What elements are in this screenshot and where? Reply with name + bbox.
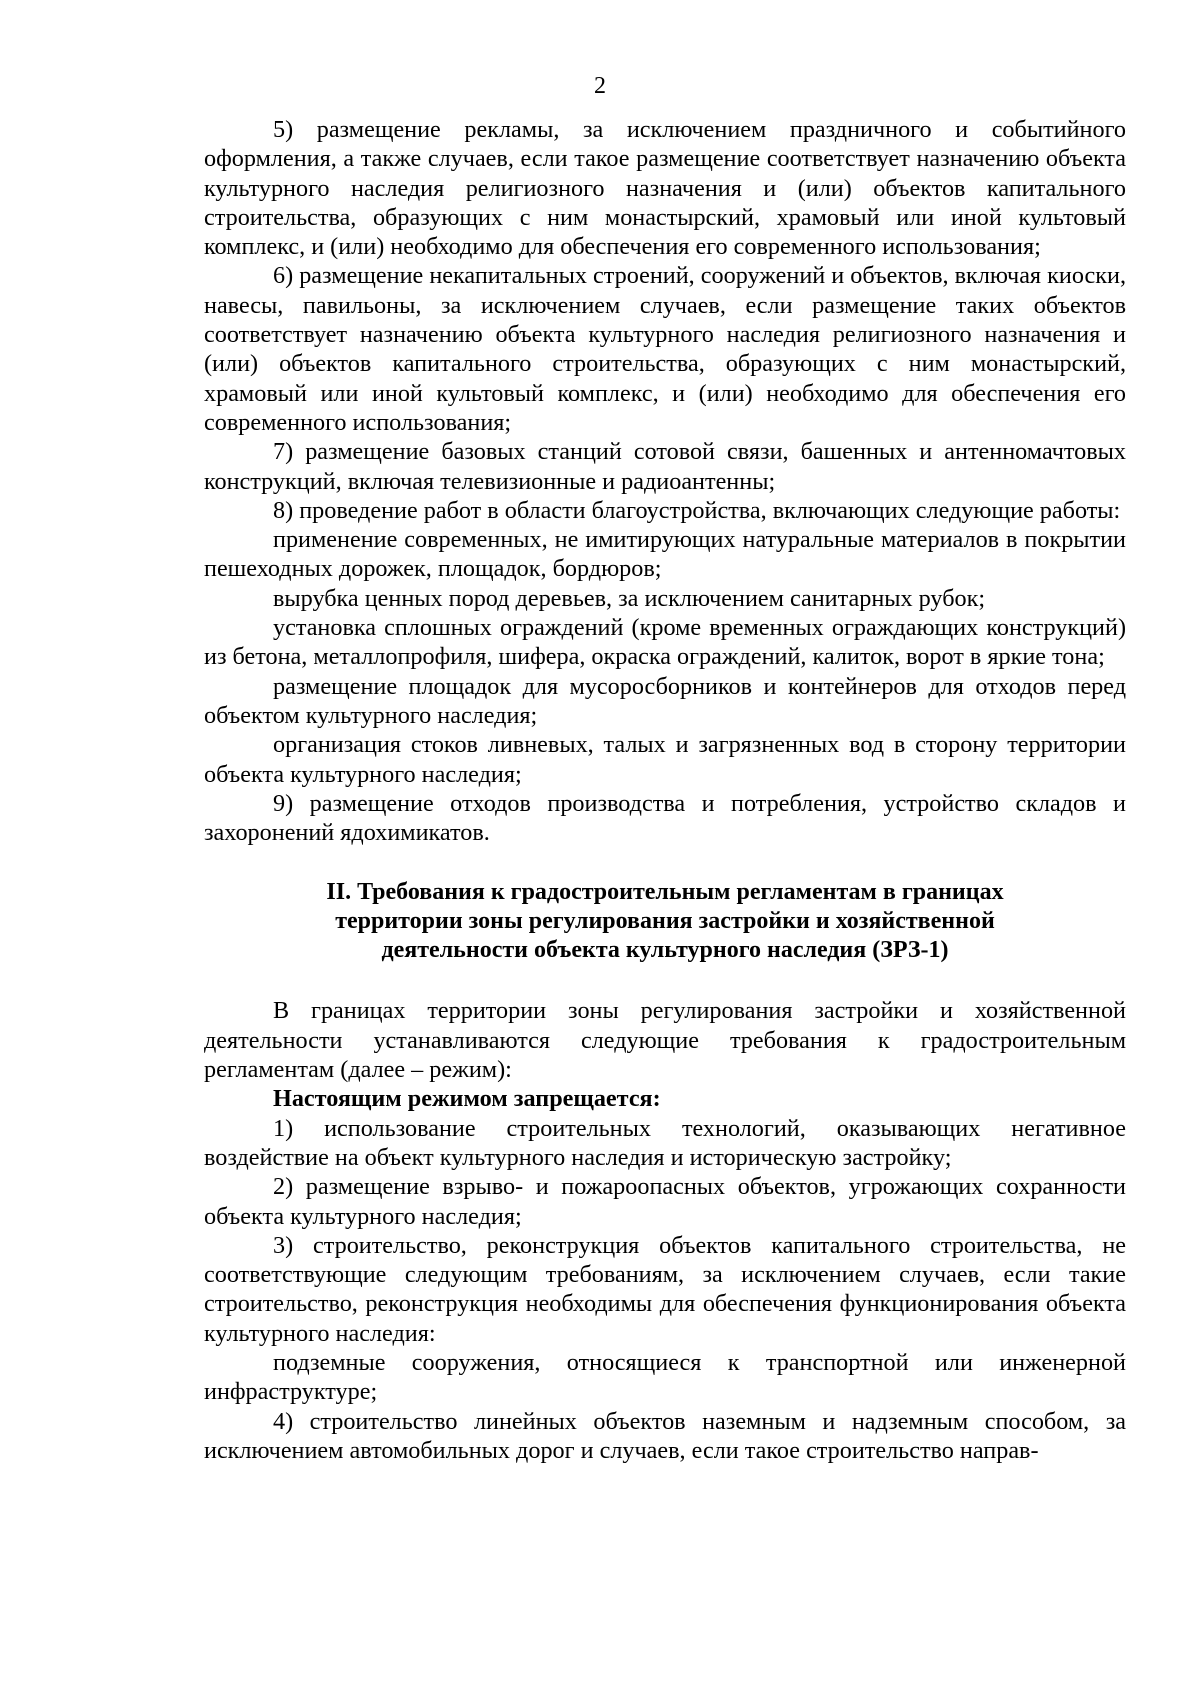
item-6-non-capital-structures: 6) размещение некапитальных строений, сооружений и объектов, включая киоски, навесы, павильоны, за исключением случаев, если размещение таких объектов соответствует назначению объекта культурного наследия религиозного назначения и (или) объектов капитального строительства, образующих с ним монастырский, храмовый или иной культовый комплекс, и (или) необходимо для обеспечения его современного использования; bbox=[204, 262, 1126, 436]
section2-heading-line-3: деятельности объекта культурного наследия (ЗРЗ-1) bbox=[381, 937, 949, 964]
subitem-modern-materials: применение современных, не имитирующих натуральные материалов в покрытии пешеходных дорожек, площадок, бордюров; bbox=[204, 526, 1126, 583]
section1-list bbox=[204, 115, 1126, 847]
item-2-hazardous-objects: 2) размещение взрыво- и пожароопасных объектов, угрожающих сохранности объекта культурного наследия; bbox=[204, 1173, 1126, 1230]
section2-heading-line-2: территории зоны регулирования застройки и хозяйственной bbox=[335, 908, 995, 935]
subitem-underground-structures: подземные сооружения, относящиеся к транспортной или инженерной инфраструктуре; bbox=[204, 1348, 1126, 1406]
item-5-advertising: 5) размещение рекламы, за исключением праздничного и событийного оформления, а также случаев, если такое размещение соответствует назначению объекта культурного наследия религиозного назначения и (или) объектов капитального строительства, образующих с ним монастырский, храмовый или иной культовый комплекс, и (или) необходимо для обеспечения его современного использования; bbox=[204, 116, 1126, 261]
prohibited-title: Настоящим режимом запрещается: bbox=[273, 1085, 661, 1113]
page-number: 2 bbox=[594, 73, 606, 99]
item-4-linear-objects: 4) строительство линейных объектов наземным и надземным способом, за исключением автомобильных дорог и случаев, если такое строительство направ- bbox=[204, 1407, 1126, 1464]
item-9-waste-placement: 9) размещение отходов производства и потребления, устройство складов и захоронений ядохимикатов. bbox=[204, 789, 1126, 847]
section2-intro: В границах территории зоны регулирования застройки и хозяйственной деятельности устанавливаются следующие требования к градостроительным регламентам (далее – режим): bbox=[204, 997, 1126, 1084]
subitem-storm-drainage: организация стоков ливневых, талых и загрязненных вод в сторону территории объекта культурного наследия; bbox=[204, 731, 1126, 788]
item-7-cellular-stations: 7) размещение базовых станций сотовой связи, башенных и антенномачтовых конструкций, включая телевизионные и радиоантенны; bbox=[204, 438, 1126, 495]
item-1-construction-technologies: 1) использование строительных технологий, оказывающих негативное воздействие на объект культурного наследия и историческую застройку; bbox=[204, 1114, 1126, 1171]
item-3-capital-construction: 3) строительство, реконструкция объектов капитального строительства, не соответствующие следующим требованиям, за исключением случаев, если такие строительство, реконструкция необходимы для обеспечения функционирования объекта культурного наследия: bbox=[204, 1231, 1126, 1347]
subitem-waste-containers: размещение площадок для мусоросборников и контейнеров для отходов перед объектом культурного наследия; bbox=[204, 672, 1126, 729]
section2-heading-line-1: II. Требования к градостроительным регламентам в границах bbox=[326, 879, 1004, 906]
section2-list bbox=[204, 1114, 1126, 1466]
subitem-tree-felling: вырубка ценных пород деревьев, за исключением санитарных рубок; bbox=[273, 584, 986, 612]
document-body bbox=[204, 115, 1126, 1465]
subitem-solid-fences: установка сплошных ограждений (кроме временных ограждающих конструкций) из бетона, металлопрофиля, шифера, окраска ограждений, калиток, ворот в яркие тона; bbox=[204, 614, 1126, 671]
item-8-landscaping-works: 8) проведение работ в области благоустройства, включающих следующие работы: bbox=[273, 496, 1121, 524]
section2-heading bbox=[204, 878, 1126, 965]
